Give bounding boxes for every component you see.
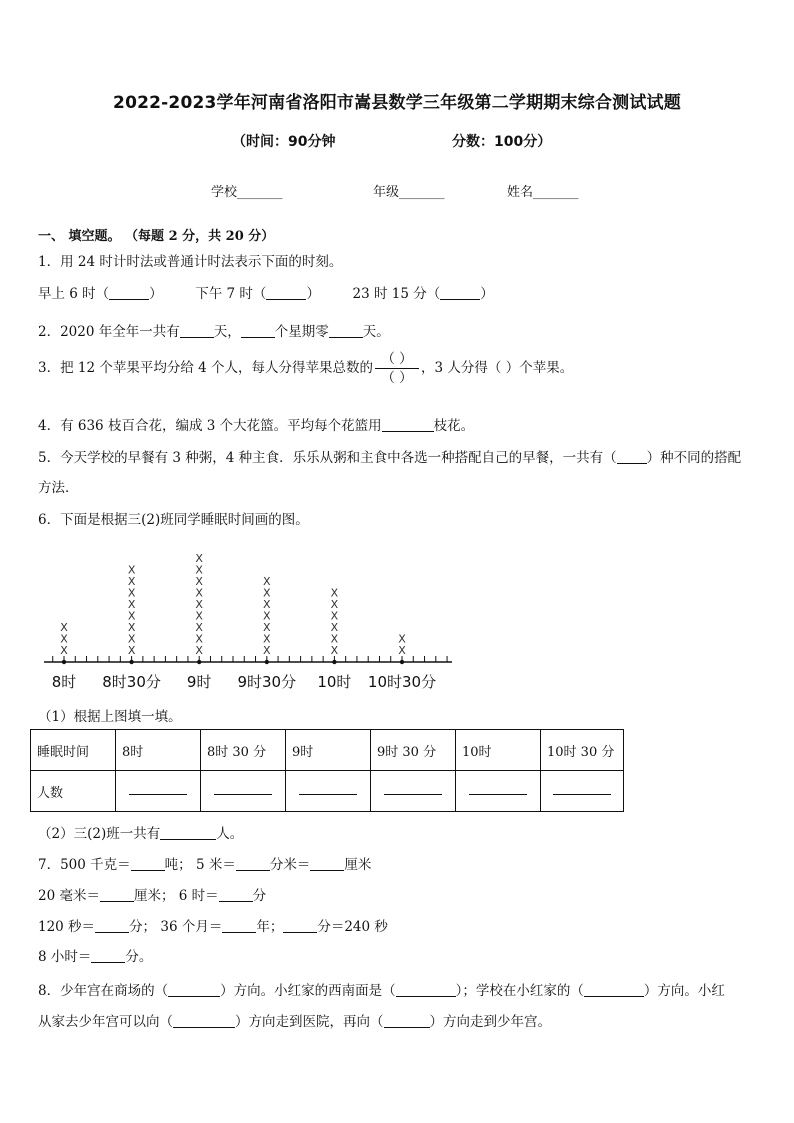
data-point-mark: X (60, 621, 68, 634)
answer-blank[interactable] (617, 449, 647, 464)
tick-label: 10时 (317, 673, 352, 691)
answer-blank[interactable] (266, 285, 306, 300)
question-5: 5．今天学校的早餐有 3 种粥，4 种主食．乐乐从粥和主食中各选一种搭配自己的早餐，一共有（ ）种不同的搭配 (38, 450, 742, 466)
answer-cell[interactable] (201, 771, 286, 812)
data-point-mark: X (330, 586, 339, 600)
data-point-mark: X (263, 586, 271, 600)
time-limit: （时间：90分钟 (232, 134, 336, 150)
tick-label: 9时 (186, 673, 212, 691)
answer-cell[interactable] (456, 771, 541, 812)
data-point-mark: X (195, 563, 203, 577)
data-point-mark: X (60, 632, 68, 646)
data-point-mark: X (330, 621, 339, 634)
answer-cell[interactable] (371, 771, 456, 812)
major-tick-dot (62, 660, 66, 664)
question-1: 1．用 24 时计时法或普通计时法表示下面的时刻。 (38, 254, 343, 270)
data-point-mark: X (263, 632, 271, 646)
data-point-mark: X (195, 552, 203, 565)
question-8-line-2: 从家去少年宫可以向（ ）方向走到医院，再向（ ）方向走到少年宫。 (38, 1014, 551, 1030)
question-5-cont: 方法． (38, 480, 79, 496)
data-point-mark: X (127, 632, 136, 646)
tick-label: 8时 (51, 673, 77, 691)
total-score: 分数：100分） (452, 134, 552, 150)
table-header-cell: 9时 (286, 730, 371, 771)
question-7-line-2: 20 毫米＝ 厘米； 6 时＝ 分 (38, 888, 267, 904)
table-header-cell: 10时 (456, 730, 541, 771)
question-1-items: 早上 6 时（ ） 下午 7 时（ ） 23 时 15 分（ ） (38, 286, 494, 302)
answer-blank[interactable] (168, 982, 220, 997)
answer-blank[interactable] (222, 918, 256, 933)
answer-blank[interactable] (160, 825, 216, 840)
answer-blank[interactable] (180, 323, 214, 338)
data-point-mark: X (398, 632, 406, 646)
answer-blank[interactable] (584, 982, 644, 997)
data-point-mark: X (330, 644, 339, 657)
data-point-mark: X (195, 609, 203, 623)
data-point-mark: X (195, 586, 203, 600)
table-row (31, 771, 624, 812)
answer-blank[interactable] (283, 918, 317, 933)
table-header-cell: 10时 30 分 (541, 730, 624, 771)
answer-blank[interactable] (241, 323, 275, 338)
sleep-time-line-plot (40, 535, 460, 695)
question-2: 2．2020 年全年一共有 天， 个星期零 天。 (38, 324, 390, 340)
tick-label: 10时30分 (367, 673, 437, 691)
data-point-mark: X (127, 621, 136, 634)
data-point-mark: X (263, 598, 271, 611)
data-point-mark: X (263, 575, 271, 588)
table-header-cell: 睡眠时间 (31, 730, 116, 771)
data-point-mark: X (263, 621, 271, 634)
data-point-mark: X (195, 575, 203, 588)
table-header-cell: 9时 30 分 (371, 730, 456, 771)
data-point-mark: X (127, 609, 136, 623)
answer-blank[interactable] (219, 887, 253, 902)
answer-blank[interactable] (131, 856, 165, 871)
question-4: 4．有 636 枝百合花，编成 3 个大花篮。平均每个花篮用 枝花。 (38, 418, 475, 434)
data-point-mark: X (195, 598, 203, 611)
major-tick-dot (400, 660, 404, 664)
table-header-cell: 8时 (116, 730, 201, 771)
answer-blank[interactable] (91, 948, 125, 963)
question-3: 3．把 12 个苹果平均分给 4 个人，每人分得苹果总数的 $\frac{( )}{( )}$ ，3 人分得（ ）个苹果。 (38, 351, 574, 386)
grade-field: 年级_______ (373, 185, 445, 200)
fraction-blank[interactable]: $\frac{( )}{( )}$ (375, 350, 419, 387)
question-7-line-1: 7．500 千克＝ 吨； 5 米＝ 分米＝ 厘米 (38, 857, 372, 873)
answer-blank[interactable] (109, 285, 149, 300)
data-point-mark: X (127, 563, 136, 577)
data-point-mark: X (195, 621, 203, 634)
question-6-part-2: （2）三(2)班一共有 人。 (38, 826, 244, 842)
answer-blank[interactable] (100, 887, 134, 902)
data-point-mark: X (330, 609, 339, 623)
answer-cell[interactable] (541, 771, 624, 812)
table-row-label: 人数 (31, 771, 116, 812)
data-point-mark: X (398, 644, 406, 657)
data-point-mark: X (263, 644, 271, 657)
answer-blank[interactable] (310, 856, 344, 871)
answer-blank[interactable] (396, 982, 456, 997)
table-row (31, 730, 624, 771)
question-7-line-3: 120 秒＝ 分； 36 个月＝ 年； 分＝240 秒 (38, 919, 388, 935)
data-point-mark: X (60, 644, 68, 657)
sleep-time-table (30, 729, 624, 812)
tick-label: 8时30分 (102, 673, 161, 691)
data-point-mark: X (195, 632, 203, 646)
answer-blank[interactable] (382, 417, 434, 432)
answer-blank[interactable] (384, 1013, 430, 1028)
data-point-mark: X (127, 644, 136, 657)
school-field: 学校_______ (211, 185, 283, 200)
name-field: 姓名_______ (507, 185, 579, 200)
answer-blank[interactable] (173, 1013, 235, 1028)
major-tick-dot (265, 660, 269, 664)
question-6: 6．下面是根据三(2)班同学睡眠时间画的图。 (38, 512, 309, 528)
answer-blank[interactable] (329, 323, 363, 338)
question-7-line-4: 8 小时＝ 分。 (38, 949, 153, 965)
data-point-mark: X (127, 586, 136, 600)
exam-title: 2022-2023学年河南省洛阳市嵩县数学三年级第二学期期末综合测试试题 (113, 93, 681, 113)
data-point-mark: X (127, 598, 136, 611)
answer-cell[interactable] (286, 771, 371, 812)
question-8-line-1: 8．少年宫在商场的（ ）方向。小红家的西南面是（ ）；学校在小红家的（ ）方向。小红 (38, 983, 725, 999)
question-6-part-1: （1）根据上图填一填。 (38, 709, 182, 725)
data-point-mark: X (195, 644, 203, 657)
data-point-mark: X (330, 598, 339, 611)
answer-blank[interactable] (95, 918, 129, 933)
major-tick-dot (332, 660, 336, 664)
data-point-mark: X (127, 575, 136, 588)
answer-blank[interactable] (440, 285, 480, 300)
major-tick-dot (197, 660, 201, 664)
section-heading: 一、 填空题。 （每题 2 分，共 20 分） (38, 229, 275, 244)
data-point-mark: X (330, 632, 339, 646)
tick-label: 9时30分 (237, 673, 297, 691)
table-header-cell: 8时 30 分 (201, 730, 286, 771)
major-tick-dot (129, 660, 133, 664)
data-point-mark: X (263, 609, 271, 623)
answer-blank[interactable] (236, 856, 270, 871)
answer-cell[interactable] (116, 771, 201, 812)
